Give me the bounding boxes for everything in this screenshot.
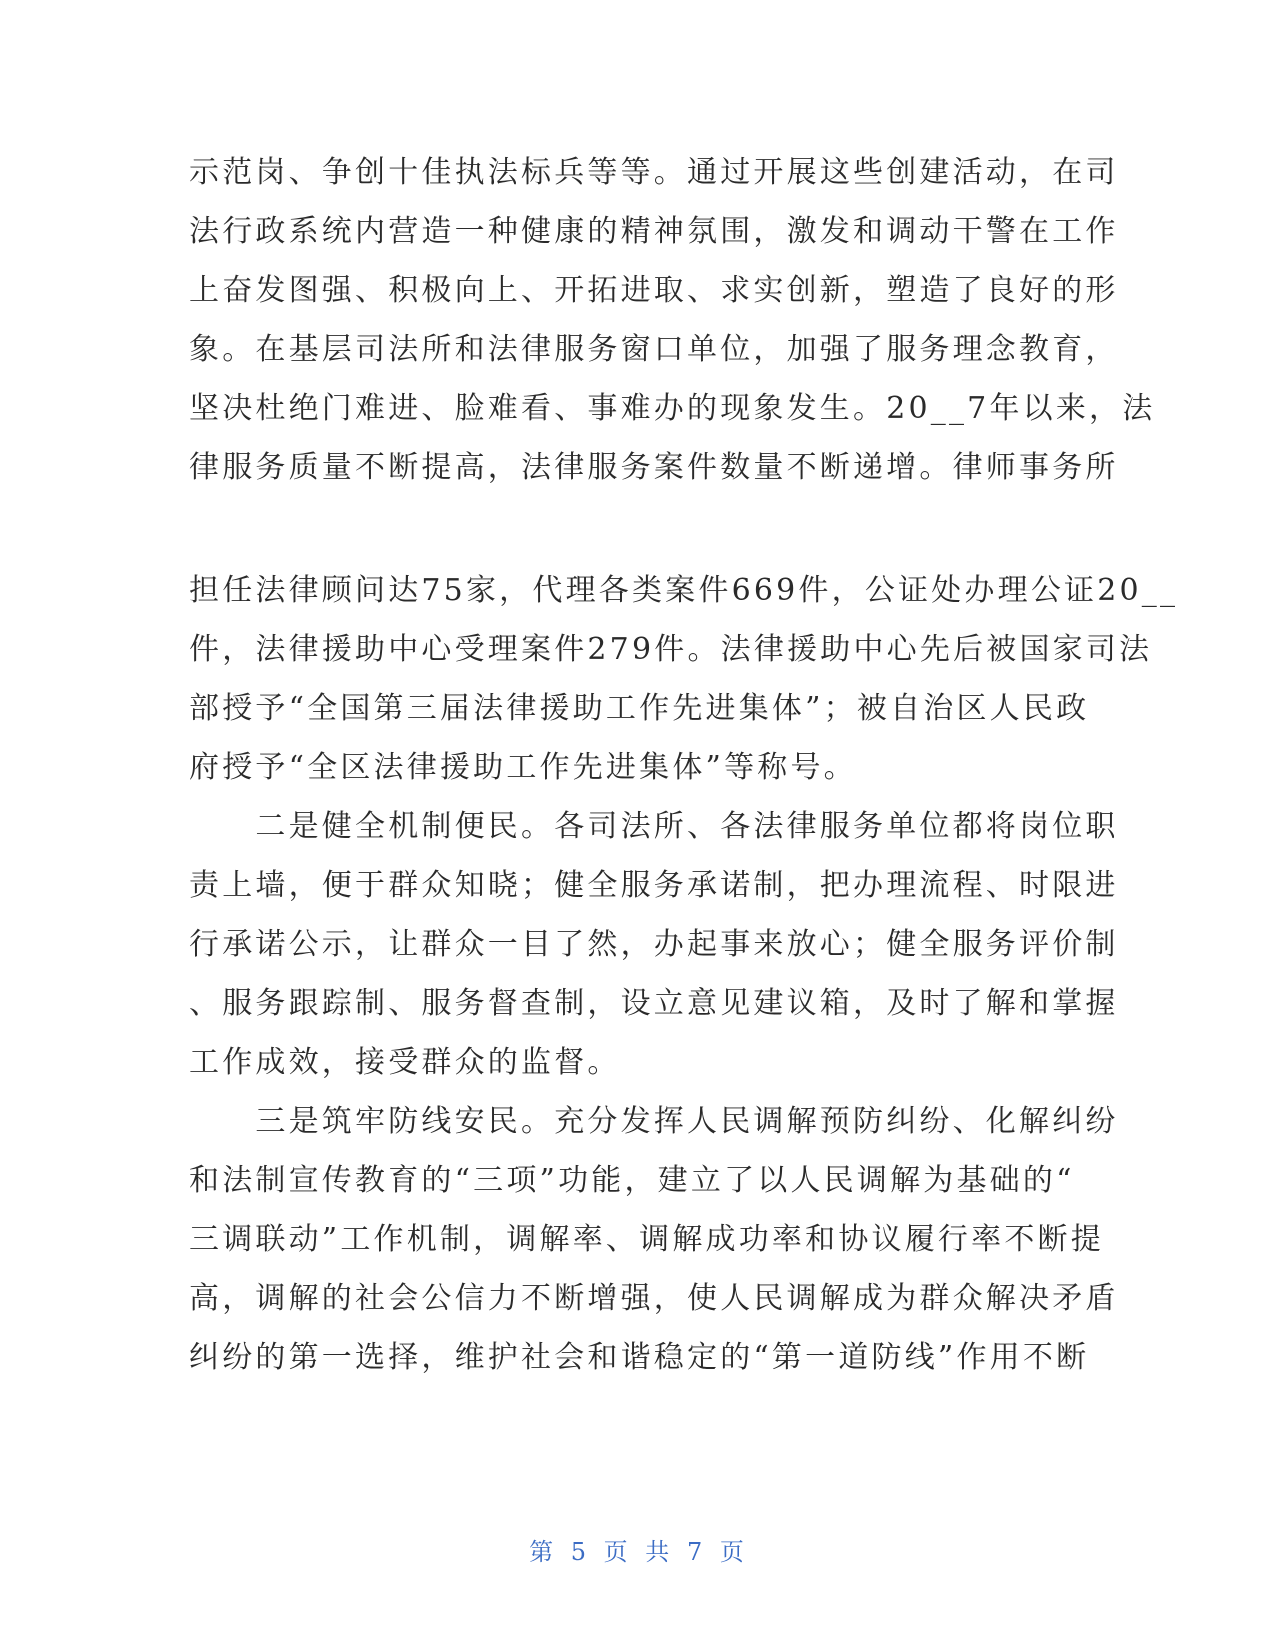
- text-block-top: [189, 143, 1156, 497]
- paragraph-3-start: 三是筑牢防线安民。充分发挥人民调解预防纠纷、化解纠纷: [189, 1104, 1119, 1139]
- text-line: 担任法律顾问达75家，代理各类案件669件，公证处办理公证20__: [189, 573, 1179, 608]
- text-block-bottom: [189, 561, 1179, 1387]
- text-line: 部授予“全国第三届法律援助工作先进集体”；被自治区人民政: [189, 691, 1090, 726]
- text-line: 行承诺公示，让群众一目了然，办起事来放心；健全服务评价制: [189, 927, 1119, 962]
- text-line: 象。在基层司法所和法律服务窗口单位，加强了服务理念教育，: [189, 332, 1119, 367]
- text-line: 纠纷的第一选择，维护社会和谐稳定的“第一道防线”作用不断: [189, 1340, 1090, 1375]
- text-line: 和法制宣传教育的“三项”功能，建立了以人民调解为基础的“: [189, 1163, 1075, 1198]
- text-line: 示范岗、争创十佳执法标兵等等。通过开展这些创建活动，在司: [189, 155, 1119, 190]
- text-line: 律服务质量不断提高，法律服务案件数量不断递增。律师事务所: [189, 450, 1119, 485]
- text-line: 上奋发图强、积极向上、开拓进取、求实创新，塑造了良好的形: [189, 273, 1119, 308]
- page-number-footer: 第 5 页 共 7 页: [529, 1538, 746, 1566]
- text-line: 法行政系统内营造一种健康的精神氛围，激发和调动干警在工作: [189, 214, 1119, 249]
- paragraph-2-start: 二是健全机制便民。各司法所、各法律服务单位都将岗位职: [189, 809, 1119, 844]
- text-line: 、服务跟踪制、服务督查制，设立意见建议箱，及时了解和掌握: [189, 986, 1119, 1021]
- text-line: 工作成效，接受群众的监督。: [189, 1045, 621, 1080]
- text-line: 府授予“全区法律援助工作先进集体”等称号。: [189, 750, 857, 785]
- text-line: 三调联动”工作机制，调解率、调解成功率和协议履行率不断提: [189, 1222, 1104, 1257]
- text-line: 责上墙，便于群众知晓；健全服务承诺制，把办理流程、时限进: [189, 868, 1119, 903]
- text-line: 件，法律援助中心受理案件279件。法律援助中心先后被国家司法: [189, 632, 1153, 667]
- text-line: 坚决杜绝门难进、脸难看、事难办的现象发生。20__7年以来，法: [189, 391, 1156, 426]
- text-line: 高，调解的社会公信力不断增强，使人民调解成为群众解决矛盾: [189, 1281, 1119, 1316]
